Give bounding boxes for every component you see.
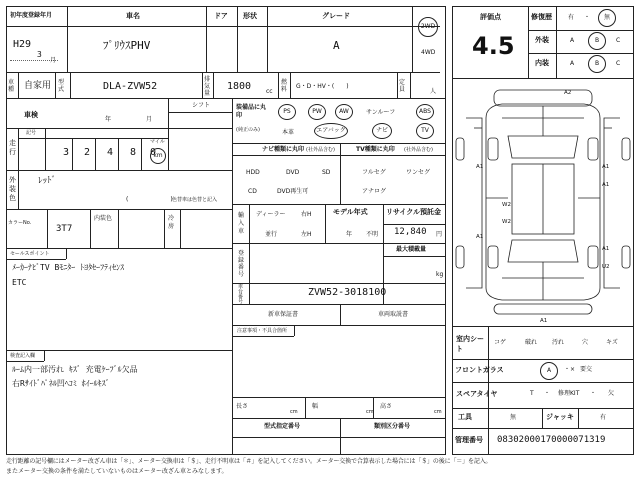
spare-t: T bbox=[530, 390, 534, 397]
spare-tire-label: スペアタイヤ bbox=[456, 390, 498, 398]
jack-value: 有 bbox=[600, 414, 607, 421]
recycle-value: 12,840 bbox=[394, 227, 427, 237]
equip-pw: PW bbox=[312, 108, 322, 115]
navi-hdd: HDD bbox=[246, 169, 260, 176]
sales-point-label: セールスポイント bbox=[10, 251, 50, 257]
mark-a1-right-front: A1 bbox=[602, 164, 610, 170]
capacity-label: 定員 bbox=[399, 79, 406, 93]
model-type-value: DLA-ZVW52 bbox=[103, 81, 158, 92]
recycle-label: リサイクル預託金 bbox=[386, 208, 442, 216]
mark-a1-rear: A1 bbox=[540, 318, 548, 324]
mileage-kigo-label: 記号 bbox=[26, 130, 37, 136]
equip-airbag: エアバック bbox=[316, 127, 346, 134]
inspector-notes-label: 検査記入欄 bbox=[10, 353, 36, 359]
windshield-a-circle[interactable] bbox=[540, 362, 558, 380]
sales-point-line2: ETC bbox=[12, 278, 27, 287]
interior-a: A bbox=[570, 60, 575, 67]
first-reg-month: 3 bbox=[37, 50, 42, 59]
caution-label: 注意事項・不具合箇所 bbox=[237, 328, 288, 334]
airbag-circle[interactable] bbox=[314, 123, 348, 139]
navi-sub: (社外品含む) bbox=[306, 147, 335, 153]
mark-a1-right-rear: A1 bbox=[602, 246, 610, 252]
recycle-unit: 円 bbox=[436, 231, 443, 238]
mileage-digit-1: 3 bbox=[63, 147, 70, 158]
equip-leather: 本革 bbox=[282, 129, 295, 136]
room-ana: 穴 bbox=[582, 339, 589, 346]
model-year-unit: 年 bbox=[346, 231, 353, 238]
fuel-options: G・D・HV・( ) bbox=[296, 83, 349, 90]
exterior-b-circle[interactable] bbox=[588, 32, 606, 50]
tv-analog: アナログ bbox=[362, 188, 387, 195]
repair-yes: 有 bbox=[568, 14, 575, 21]
capacity-unit: 人 bbox=[430, 88, 437, 95]
interior-score-label: 内装 bbox=[535, 59, 549, 67]
inspector-notes-line1: ﾙｰﾑ内一部汚れ ｷｽﾞ 充電ｹｰﾌﾞﾙ欠品 bbox=[12, 365, 138, 374]
mileage-digit-2: 2 bbox=[84, 147, 91, 158]
windshield-replace: 要交 bbox=[580, 366, 593, 373]
repair-no: 無 bbox=[603, 14, 610, 21]
pw-circle[interactable] bbox=[308, 104, 326, 120]
first-reg-year: H29 bbox=[13, 39, 32, 50]
color-no-value: 3T7 bbox=[56, 224, 73, 234]
exterior-c: C bbox=[616, 37, 621, 44]
tv-fullseg: フルセグ bbox=[362, 169, 386, 176]
windshield-a: A bbox=[546, 367, 552, 374]
tv-circle[interactable] bbox=[416, 123, 434, 139]
color-label: 外装色 bbox=[9, 176, 16, 202]
navi-circle[interactable] bbox=[372, 123, 392, 139]
tv-type-sub: (社外品含む) bbox=[404, 147, 433, 153]
score-value: 4.5 bbox=[472, 32, 515, 60]
equip-ps: PS bbox=[283, 108, 291, 115]
max-load-label: 最大積載量 bbox=[396, 246, 427, 253]
windshield-label: フロントガラス bbox=[455, 366, 504, 374]
spare-kit: 修理KIT bbox=[558, 390, 580, 397]
abs-circle[interactable] bbox=[416, 104, 434, 120]
manage-number-label: 管理番号 bbox=[455, 436, 483, 444]
grade-value: A bbox=[333, 39, 340, 52]
repair-history-label: 修復歴 bbox=[531, 13, 552, 21]
repair-dots: ・ bbox=[584, 14, 591, 21]
spare-dot2: ・ bbox=[590, 390, 597, 397]
drive-4wd: 4WD bbox=[421, 49, 436, 56]
aw-circle[interactable] bbox=[335, 104, 353, 120]
jack-label: ジャッキ bbox=[546, 413, 574, 421]
mileage-unit-mile: マイル bbox=[150, 139, 165, 145]
score-label: 評価点 bbox=[480, 13, 501, 21]
import-dealer: ディーラー bbox=[256, 211, 286, 218]
grade-label: グレード bbox=[322, 12, 350, 20]
import-left-h: 左H bbox=[301, 231, 312, 238]
vehicle-manual: 車両取説書 bbox=[378, 311, 409, 318]
sales-point-line1: ﾒｰｶｰﾅﾋﾞTV Bﾓﾆﾀｰ ﾄﾖﾀｾｰﾌﾃｨｾﾝｽ bbox=[12, 263, 125, 272]
navi-cd: CD bbox=[248, 188, 257, 195]
tools-label: 工具 bbox=[458, 413, 472, 421]
width-unit: cm bbox=[366, 409, 374, 415]
shift-label: シフト bbox=[192, 102, 211, 109]
chassis-value: ZVW52-3018100 bbox=[308, 287, 387, 298]
model-year-unknown: 不明 bbox=[366, 231, 379, 238]
mileage-digit-4: 8 bbox=[130, 147, 137, 158]
room-kizu: キズ bbox=[606, 339, 618, 346]
interior-c: C bbox=[616, 60, 621, 67]
equip-aw: AW bbox=[339, 108, 349, 115]
inspection-year-unit: 年 bbox=[105, 116, 112, 123]
equip-tv: TV bbox=[421, 127, 429, 134]
displacement-unit: cc bbox=[266, 88, 273, 95]
type-designation-label: 型式指定番号 bbox=[264, 423, 301, 430]
recycle-side-label: 冷房 bbox=[168, 215, 175, 230]
navi-label: ナビ種類に丸印 bbox=[262, 146, 305, 153]
room-yogore: 汚れ bbox=[552, 339, 565, 346]
import-label: 輸入車 bbox=[238, 212, 245, 235]
fuel-label: 燃料 bbox=[281, 79, 288, 93]
color-note: 色替車は色替と記入 bbox=[172, 197, 218, 203]
mark-a1-left-mid: A1 bbox=[476, 234, 484, 240]
repair-no-circle[interactable] bbox=[598, 9, 616, 27]
interior-b: B bbox=[594, 60, 600, 67]
car-damage-diagram bbox=[452, 78, 634, 324]
max-load-unit: kg bbox=[436, 271, 444, 278]
navi-sd: SD bbox=[322, 169, 331, 176]
height-unit: cm bbox=[434, 409, 442, 415]
inspector-notes-line2: 右Rｻｲﾄﾞﾊﾟﾈﾙ凹ﾍｺﾐ ﾎｲｰﾙｷｽﾞ bbox=[12, 379, 110, 388]
spare-missing: 欠 bbox=[608, 390, 615, 397]
mileage-unit-km: km bbox=[153, 152, 163, 159]
color-paren: ( ) bbox=[126, 196, 173, 203]
tools-value: 無 bbox=[510, 414, 517, 421]
room-seat-label: 室内シート bbox=[456, 335, 484, 353]
use-value: 自家用 bbox=[24, 81, 52, 91]
model-name-label: 車名 bbox=[126, 12, 140, 20]
color-value: ﾚｯﾄﾞ bbox=[38, 176, 57, 186]
footer-line2: またメーター交換の条件を満たしていないものはメーター改ざん車とみなします。 bbox=[6, 468, 228, 475]
month-unit: 月 bbox=[50, 57, 57, 64]
mileage-digit-5: 0 bbox=[150, 147, 157, 158]
room-koge: コゲ bbox=[494, 339, 507, 346]
equip-navi: ナビ bbox=[375, 127, 388, 134]
equip-sunroof: サンルーフ bbox=[366, 109, 396, 116]
equipment-label: 装備品に丸印 bbox=[236, 104, 267, 119]
exterior-a: A bbox=[570, 37, 575, 44]
drive-2wd-circle bbox=[418, 17, 438, 37]
mark-a2-front: A2 bbox=[564, 90, 572, 96]
mileage-digit-3: 4 bbox=[107, 147, 114, 158]
mark-w2-left2: W2 bbox=[502, 219, 511, 225]
manage-number-value: 08302000170000071319 bbox=[497, 435, 606, 445]
import-right-h: 右H bbox=[301, 211, 312, 218]
windshield-dot: ・× bbox=[564, 366, 576, 373]
mark-a1-right-front2: A1 bbox=[602, 182, 610, 188]
mileage-label: 走行 bbox=[9, 139, 16, 156]
inspection-label: 車検 bbox=[24, 111, 38, 119]
model-name-value: ﾌﾟﾘｳｽPHV bbox=[103, 39, 151, 52]
color-no-label: カラーNo. bbox=[8, 220, 32, 226]
exterior-b: B bbox=[594, 37, 600, 44]
mark-u2-right: U2 bbox=[602, 264, 610, 270]
mark-a1-left-front: A1 bbox=[476, 164, 484, 170]
footer-line1: 走行距離の記号欄にはメーター改ざん車は「＊」、メーター交換車は「＄」、走行不明車は「＃」を記入してください。メーター交換で合算表示した場合には「＄」の後に「＝」を記入。 bbox=[6, 458, 492, 465]
navi-dvd-play: DVD再生可 bbox=[277, 188, 309, 195]
tv-oneseg: ワンセグ bbox=[406, 169, 431, 176]
displacement-value: 1800 bbox=[227, 81, 252, 92]
navi-dvd: DVD bbox=[286, 169, 300, 176]
model-type-label: 型式 bbox=[58, 79, 65, 93]
inspection-month-unit: 月 bbox=[146, 116, 153, 123]
tv-type-label: TV種類に丸印 bbox=[356, 146, 395, 153]
displacement-label: 排気量 bbox=[204, 76, 211, 97]
use-label: 車種 bbox=[8, 79, 15, 93]
import-parallel: 並行 bbox=[265, 231, 278, 238]
equipment-sublabel: (純正のみ) bbox=[236, 127, 260, 133]
model-year-label: モデル年式 bbox=[333, 208, 368, 216]
exterior-label: 外装 bbox=[535, 36, 549, 44]
spare-dot1: ・ bbox=[544, 390, 551, 397]
width-label: 幅 bbox=[312, 403, 319, 410]
shape-label: 形状 bbox=[243, 12, 257, 20]
km-circle bbox=[150, 148, 166, 164]
equip-abs: ABS bbox=[419, 108, 431, 115]
interior-color-label: 内装色 bbox=[94, 215, 113, 222]
drive-2wd: 2WD bbox=[420, 23, 436, 30]
first-reg-label: 初年度登録年月 bbox=[10, 12, 53, 19]
registration-label: 登録番号 bbox=[238, 250, 245, 278]
room-yabure: 破れ bbox=[525, 339, 538, 346]
class-designation-label: 類別区分番号 bbox=[374, 423, 411, 430]
new-car-warranty: 新車保証書 bbox=[268, 311, 299, 318]
door-label: ドア bbox=[214, 12, 228, 20]
mark-w2-left: W2 bbox=[502, 202, 511, 208]
chassis-label: 車台番号 bbox=[238, 284, 244, 305]
ps-circle[interactable] bbox=[278, 104, 296, 120]
height-label: 高さ bbox=[380, 403, 393, 410]
interior-b-circle[interactable] bbox=[588, 55, 606, 73]
length-unit: cm bbox=[290, 409, 298, 415]
length-label: 長さ bbox=[236, 403, 249, 410]
